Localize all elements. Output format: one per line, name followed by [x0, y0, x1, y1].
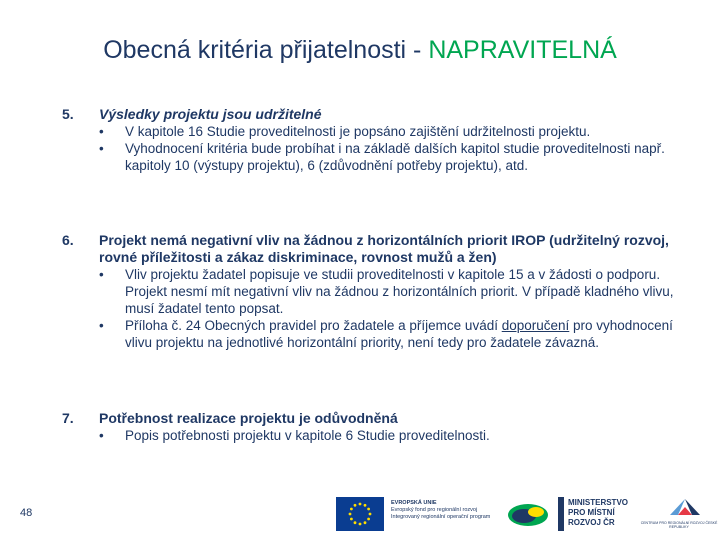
criterion-heading: Projekt nemá negativní vliv na žádnou z horizontálních priorit IROP (udržitelný rozvoj, rovné příležitosti a zákaz diskriminace, rovnost mužů a žen): [99, 232, 669, 265]
criterion-heading: Potřebnost realizace projektu je odůvodněná: [99, 410, 398, 426]
page-number: 48: [20, 507, 33, 519]
bullet-item: • Příloha č. 24 Obecných pravidel pro žadatele a příjemce uvádí doporučení pro vyhodnocení vlivu projektu na jednotlivé horizontální priority, není tedy pro žadatele závazná.: [99, 318, 673, 350]
bullet-item: • Vliv projektu žadatel popisuje ve studii proveditelnosti v kapitole 15 a v žádosti o podporu. Projekt nesmí mít negativní vliv na žádnou z horizontálních priorit. V případě kladného vlivu, musí žadatel tento popsat.: [99, 267, 674, 316]
criterion-number: 5.: [62, 106, 74, 122]
criterion-number: 7.: [62, 410, 74, 426]
eu-flag-icon: [336, 497, 384, 531]
ministry-logo-bar: [558, 497, 564, 531]
page-title: [0, 36, 720, 65]
eu-stars-icon: [336, 497, 384, 531]
bullet-item: • V kapitole 16 Studie proveditelnosti je popsáno zajištění udržitelnosti projektu.: [99, 124, 591, 139]
underlined-word: doporučení: [501, 318, 570, 333]
irop-logo-icon: [506, 502, 550, 528]
criterion-heading: Výsledky projektu jsou udržitelné: [99, 106, 322, 122]
eu-caption: EVROPSKÁ UNIE Evropský fond pro regionální rozvoj Integrovaný regionální operační program: [391, 500, 491, 520]
title-main: Obecná kritéria přijatelnosti -: [103, 36, 429, 64]
bullet-item: • Vyhodnocení kritéria bude probíhat i na základě dalších kapitol studie proveditelnosti např. kapitoly 10 (výstupy projektu), 6 (zdůvodnění potřeby projektu), atd.: [99, 141, 665, 173]
crr-caption: CENTRUM PRO REGIONÁLNÍ ROZVOJ ČESKÉ REPUBLIKY: [640, 521, 718, 529]
bullet-item: • Popis potřebnosti projektu v kapitole 6 Studie proveditelnosti.: [99, 428, 490, 443]
title-accent: NAPRAVITELNÁ: [428, 36, 617, 64]
criterion-number: 6.: [62, 232, 74, 248]
ministry-name: MINISTERSTVO PRO MÍSTNÍ ROZVOJ ČR: [568, 498, 629, 527]
